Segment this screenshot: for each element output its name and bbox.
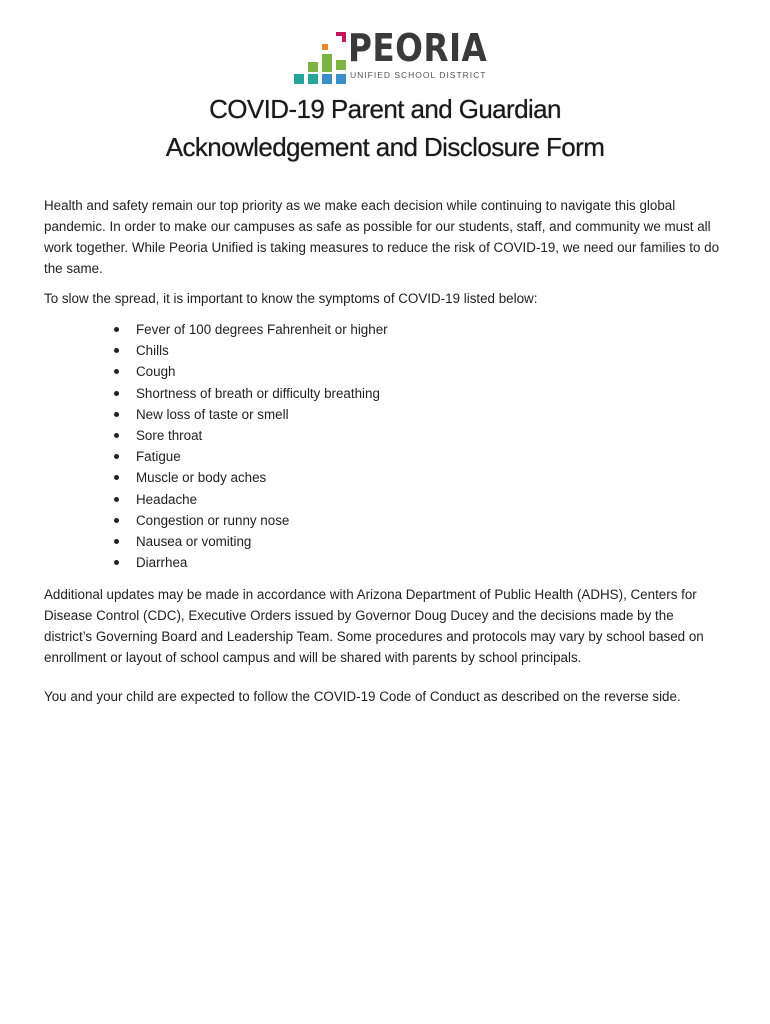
intro-paragraph: Health and safety remain our top priority as we make each decision while continuing to navigate this global pandemic. In order to make our campuses as safe as possible for our students, staff, and community we must all work together. While Peoria Unified is taking measures to reduce the risk of COVID-19, we need our families to do the same. <box>44 198 720 276</box>
list-item <box>110 361 388 382</box>
bullet-icon <box>114 348 119 353</box>
bullet-icon <box>114 518 119 523</box>
symptom-text: Cough <box>136 364 176 380</box>
symptom-text: Fatigue <box>136 449 181 465</box>
list-item <box>110 340 388 361</box>
logo-square <box>308 62 318 72</box>
symptom-text: Chills <box>136 343 169 359</box>
list-item <box>110 510 388 531</box>
form-title-line-2: Acknowledgement and Disclosure Form <box>165 132 605 162</box>
form-title-line-1: COVID-19 Parent and Guardian <box>209 94 561 124</box>
logo-square <box>336 60 346 70</box>
logo-square <box>336 74 346 84</box>
bullet-icon <box>114 454 119 459</box>
symptom-text: Nausea or vomiting <box>136 533 252 549</box>
logo-square <box>322 44 328 50</box>
symptom-text: Shortness of breath or difficulty breathing <box>136 385 380 401</box>
list-item <box>110 489 388 510</box>
updates-paragraph: Additional updates may be made in accordance with Arizona Department of Public Health (ADHS), Centers for Disease Control (CDC), Executive Orders issued by Governor Doug Ducey and the decisions made by the district’s Governing Board and Leadership Team. Some procedures and protocols may vary by school based on enrollment or layout of school campus and will be shared with parents by school principals. <box>44 587 704 665</box>
list-item <box>110 319 388 340</box>
list-item <box>110 404 388 425</box>
bullet-icon <box>114 412 119 417</box>
district-logo <box>294 26 488 84</box>
bullet-icon <box>114 475 119 480</box>
symptoms-lead-paragraph: To slow the spread, it is important to know the symptoms of COVID-19 listed below: <box>44 291 538 306</box>
list-item <box>110 467 388 488</box>
logo-squares-icon <box>294 30 346 82</box>
logo-square <box>294 74 304 84</box>
conduct-paragraph: You and your child are expected to follow the COVID-19 Code of Conduct as described on the reverse side. <box>44 689 681 704</box>
symptom-text: Headache <box>136 491 198 507</box>
symptom-text: Sore throat <box>136 427 203 443</box>
logo-wordmark: PEORIA <box>348 26 488 70</box>
symptom-list <box>110 319 388 573</box>
bullet-icon <box>114 560 119 565</box>
bullet-icon <box>114 497 119 502</box>
list-item <box>110 531 388 552</box>
list-item <box>110 552 388 573</box>
bullet-icon <box>114 539 119 544</box>
list-item <box>110 425 388 446</box>
list-item <box>110 383 388 404</box>
symptom-text: Congestion or runny nose <box>136 512 290 528</box>
list-item <box>110 446 388 467</box>
bullet-icon <box>114 391 119 396</box>
symptom-text: Muscle or body aches <box>136 470 267 486</box>
symptom-text: New loss of taste or smell <box>136 406 289 422</box>
symptom-text: Diarrhea <box>136 555 188 571</box>
logo-square <box>342 32 346 42</box>
bullet-icon <box>114 327 119 332</box>
logo-subtitle: UNIFIED SCHOOL DISTRICT <box>350 70 487 80</box>
logo-square <box>308 74 318 84</box>
bullet-icon <box>114 369 119 374</box>
bullet-icon <box>114 433 119 438</box>
symptom-text: Fever of 100 degrees Fahrenheit or higher <box>136 322 388 337</box>
logo-square <box>322 62 332 72</box>
logo-square <box>322 74 332 84</box>
